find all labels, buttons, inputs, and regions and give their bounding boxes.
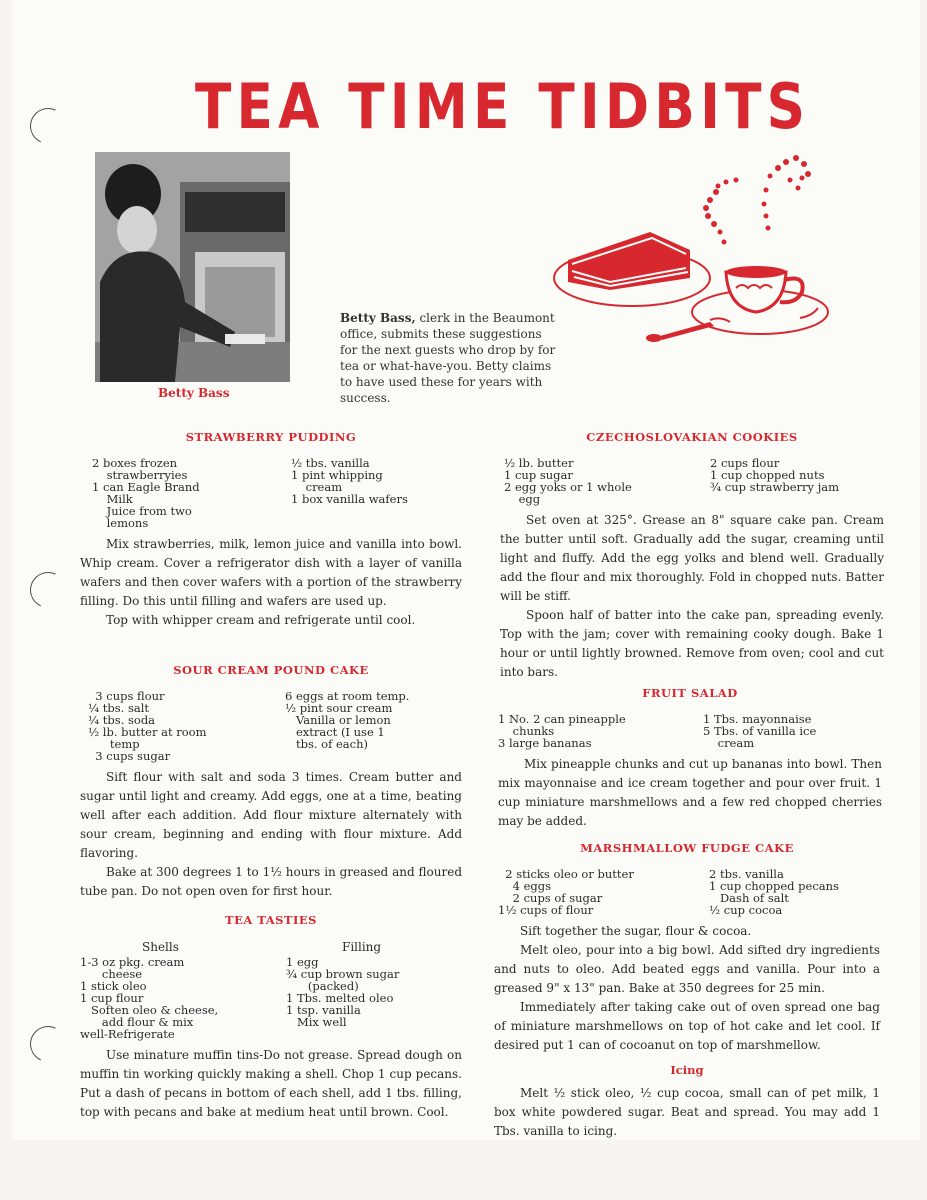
recipe-instructions: Set oven at 325°. Grease an 8" square cake pan. Cream the butter until soft. Gradually add the sugar, creaming until light and fluffy. Add the egg yolks and blend well. Gradually add the flour and mix thoroughly. Fold in chopped nuts. Batter will be stiff. [500, 513, 884, 603]
photo-betty-bass [95, 152, 290, 382]
ingredients-col-2: 6 eggs at room temp. ½ pint sour cream Vanilla or lemon extract (I use 1 tbs. of each) [285, 689, 410, 751]
ingredients-col-1: ½ lb. butter 1 cup sugar 2 egg yoks or 1 whole egg [504, 456, 632, 506]
icing-instructions: Melt ½ stick oleo, ½ cup cocoa, small can of pet milk, 1 box white powdered sugar. Beat and spread. You may add 1 Tbs. vanilla to icing. [494, 1086, 880, 1138]
recipe-tea-tasties [80, 911, 462, 1122]
intro-body: clerk in the Beaumont office, submits these suggestions for the next guests who drop by for tea or what-have-you. Betty claims to have used these for years with success. [340, 311, 556, 405]
subheadings [80, 940, 462, 954]
ingredient-list [80, 690, 462, 762]
ingredients-col-1: 3 cups flour ¼ tbs. salt ¼ tbs. soda ½ lb. butter at room temp 3 cups sugar [88, 689, 207, 763]
ingredient-list [500, 457, 884, 505]
recipe-instructions: Mix strawberries, milk, lemon juice and vanilla into bowl. Whip cream. Cover a refrigerator dish with a layer of vanilla wafers and then cover wafers with a portion of the strawberry filling. Do this until filling and wafers are used up. [80, 537, 462, 608]
recipe-czechoslovakian-cookies [500, 428, 884, 682]
recipe-instructions: Bake at 300 degrees 1 to 1½ hours in greased and floured tube pan. Do not open oven for first hour. [80, 865, 462, 898]
filling-label: Filling [342, 940, 382, 954]
recipe-sour-cream-pound-cake [80, 661, 462, 901]
recipe-instructions: Immediately after taking cake out of oven spread one bag of miniature marshmellows on top of hot cake and let cool. If desired put 1 can of cocoanut on top of marshmellow. [494, 1000, 880, 1052]
recipe-instructions: Sift together the sugar, flour & cocoa. [520, 924, 752, 938]
recipe-heading: MARSHMALLOW FUDGE CAKE [580, 841, 794, 855]
recipe-heading: SOUR CREAM POUND CAKE [173, 663, 369, 677]
intro-text [340, 310, 560, 406]
recipe-fruit-salad [498, 684, 882, 831]
ingredient-list [494, 868, 880, 916]
ingredient-list [80, 457, 462, 529]
recipe-instructions: Use minature muffin tins-Do not grease. Spread dough on muffin tin working quickly making a shell. Chop 1 cup pecans. Put a dash of pecans in bottom of each shell, add 1 tbs. filling, top with pecans and bake at medium heat until brown. Cool. [80, 1048, 462, 1119]
recipe-instructions: Sift flour with salt and soda 3 times. Cream butter and sugar until light and creamy. Add eggs, one at a time, beating well after each addition. Add flour mixture alternately with sour cream, beginning and ending with flour mixture. Add flavoring. [80, 770, 462, 860]
ingredients-col-2: 1 Tbs. mayonnaise 5 Tbs. of vanilla ice cream [703, 712, 817, 750]
recipe-heading: FRUIT SALAD [642, 686, 738, 700]
ingredients-col-2: ½ tbs. vanilla 1 pint whipping cream 1 box vanilla wafers [291, 456, 408, 506]
photo-caption: Betty Bass [158, 386, 230, 400]
recipe-heading: TEA TASTIES [225, 913, 317, 927]
ingredients-col-2: 2 tbs. vanilla 1 cup chopped pecans Dash of salt ½ cup cocoa [709, 867, 839, 917]
recipe-marshmallow-fudge-cake [494, 839, 880, 1141]
ingredients-col-2: 2 cups flour 1 cup chopped nuts ¾ cup strawberry jam [710, 456, 840, 494]
recipe-strawberry-pudding [80, 428, 462, 630]
recipe-heading: CZECHOSLOVAKIAN COOKIES [586, 430, 798, 444]
ingredient-list [498, 713, 882, 749]
tea-cake-illustration [540, 150, 830, 350]
recipe-instructions: Spoon half of batter into the cake pan, spreading evenly. Top with the jam; cover with remaining cooky dough. Bake 1 hour or until lightly browned. Remove from oven; cool and cut into bars. [500, 608, 884, 679]
intro-name: Betty Bass, [340, 311, 416, 325]
recipe-instructions: Melt oleo, pour into a big bowl. Add sifted dry ingredients and nuts to oleo. Add beated eggs and vanilla. Pour into a greased 9" x 13" pan. Bake at 350 degrees for 25 min. [494, 943, 880, 995]
page-title: TEA TIME TIDBITS [195, 70, 811, 143]
ingredients-col-1: 2 boxes frozen strawberryies 1 can Eagle Brand Milk Juice from two lemons [92, 456, 200, 530]
ingredients-col-1: 1 No. 2 can pineapple chunks 3 large bananas [498, 712, 626, 750]
ingredient-list [80, 956, 462, 1040]
recipe-heading: STRAWBERRY PUDDING [185, 430, 357, 444]
ingredients-col-1: 2 sticks oleo or butter 4 eggs 2 cups of sugar 1½ cups of flour [498, 867, 634, 917]
ingredients-col-2: 1 egg ¾ cup brown sugar (packed) 1 Tbs. melted oleo 1 tsp. vanilla Mix well [286, 955, 400, 1029]
ingredients-col-1: 1-3 oz pkg. cream cheese 1 stick oleo 1 cup flour Soften oleo & cheese, add flour & mix well-Refrigerate [80, 955, 219, 1041]
recipe-instructions: Mix pineapple chunks and cut up bananas into bowl. Then mix mayonnaise and ice cream together and pour over fruit. 1 cup miniature marshmellows and a few red chopped cherries may be added. [498, 757, 882, 828]
shells-label: Shells [142, 940, 179, 954]
recipe-instructions: Top with whipper cream and refrigerate until cool. [106, 613, 416, 627]
icing-heading: Icing [670, 1063, 704, 1077]
